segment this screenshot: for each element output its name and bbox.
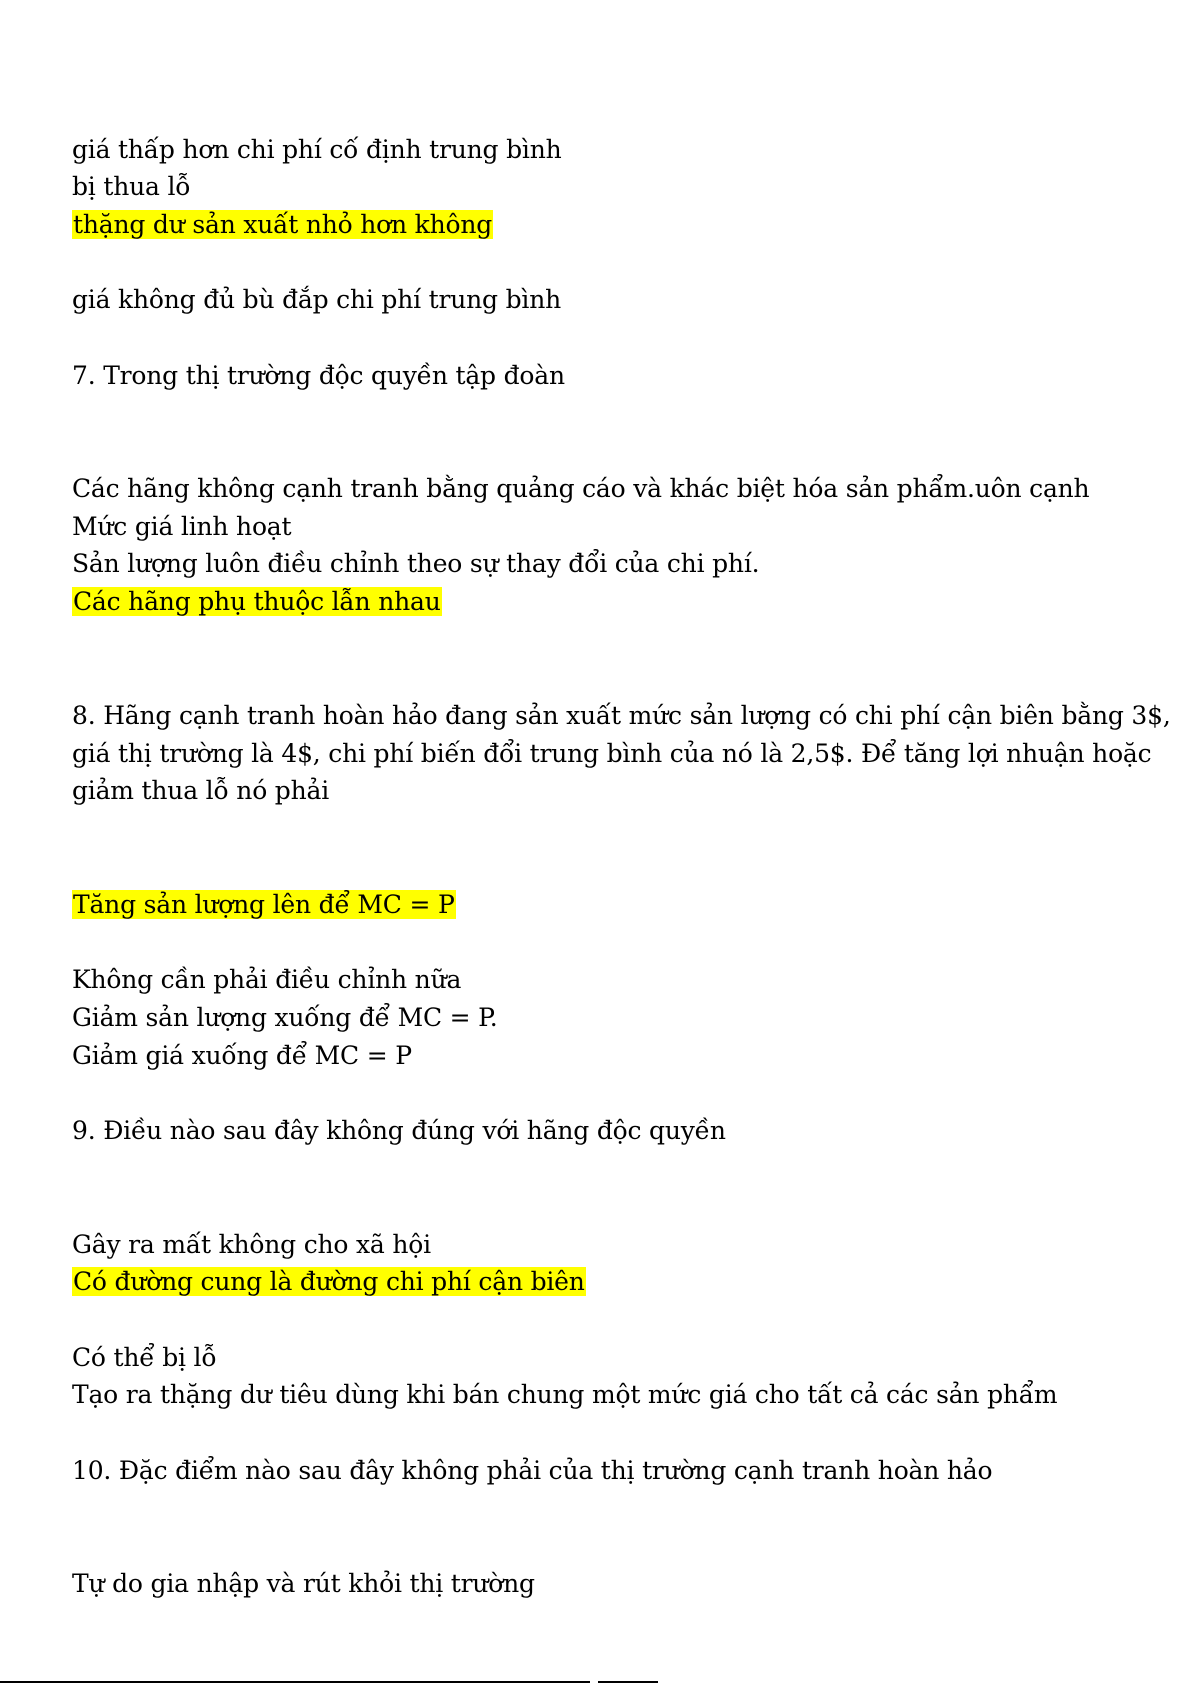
- line-text: Sản lượng luôn điều chỉnh theo sự thay đổi của chi phí.: [72, 549, 760, 578]
- highlighted-answer: Các hãng phụ thuộc lẫn nhau: [73, 587, 441, 616]
- question-text: 10. Đặc điểm nào sau đây không phải của thị trường cạnh tranh hoàn hảo: [72, 1456, 993, 1485]
- question-9: [72, 1115, 726, 1147]
- text-line-highlighted: [72, 1266, 586, 1298]
- text-line: [72, 171, 190, 203]
- highlighted-answer: Tăng sản lượng lên để MC = P: [73, 890, 455, 919]
- question-8-cont: [72, 738, 1151, 770]
- line-text: giá thấp hơn chi phí cố định trung bình: [72, 135, 562, 164]
- text-line-highlighted: [72, 209, 493, 241]
- text-line: [72, 284, 561, 316]
- question-text: 8. Hãng cạnh tranh hoàn hảo đang sản xuất mức sản lượng có chi phí cận biên bằng 3$,: [72, 701, 1171, 730]
- line-text: Mức giá linh hoạt: [72, 512, 292, 541]
- text-line: [72, 511, 291, 543]
- line-text: Gây ra mất không cho xã hội: [72, 1230, 431, 1259]
- question-10: [72, 1455, 992, 1487]
- line-text: giá không đủ bù đắp chi phí trung bình: [72, 285, 562, 314]
- text-line: [72, 134, 562, 166]
- line-text: Các hãng không cạnh tranh bằng quảng cáo và khác biệt hóa sản phẩm.uôn cạnh: [72, 474, 1090, 503]
- text-line-highlighted: [72, 889, 456, 921]
- question-text: giá thị trường là 4$, chi phí biến đổi trung bình của nó là 2,5$. Để tăng lợi nhuận hoặc: [72, 739, 1152, 768]
- line-text: bị thua lỗ: [72, 172, 191, 201]
- question-text: giảm thua lỗ nó phải: [72, 776, 329, 805]
- highlighted-answer: thặng dư sản xuất nhỏ hơn không: [73, 210, 493, 239]
- question-7: [72, 360, 565, 392]
- question-8-cont: [72, 775, 329, 807]
- text-line: [72, 1568, 535, 1600]
- text-line: [72, 1040, 412, 1072]
- text-line: [72, 1379, 1057, 1411]
- question-text: 7. Trong thị trường độc quyền tập đoàn: [72, 361, 565, 390]
- text-line: [72, 1342, 216, 1374]
- highlighted-answer: Có đường cung là đường chi phí cận biên: [73, 1267, 585, 1296]
- text-line: [72, 1229, 431, 1261]
- line-text: Giảm sản lượng xuống để MC = P.: [72, 1003, 498, 1032]
- line-text: Giảm giá xuống để MC = P: [72, 1041, 412, 1070]
- text-line-highlighted: [72, 586, 442, 618]
- footer-divider: [0, 1681, 590, 1683]
- line-text: Có thể bị lỗ: [72, 1343, 217, 1372]
- line-text: Tạo ra thặng dư tiêu dùng khi bán chung một mức giá cho tất cả các sản phẩm: [72, 1380, 1058, 1409]
- line-text: Tự do gia nhập và rút khỏi thị trường: [72, 1569, 535, 1598]
- line-text: Không cần phải điều chỉnh nữa: [72, 965, 462, 994]
- question-text: 9. Điều nào sau đây không đúng với hãng độc quyền: [72, 1116, 726, 1145]
- text-line: [72, 548, 759, 580]
- text-line: [72, 473, 1089, 505]
- footer-divider-short: [598, 1681, 658, 1683]
- question-8: [72, 700, 1171, 732]
- text-line: [72, 964, 461, 996]
- text-line: [72, 1002, 497, 1034]
